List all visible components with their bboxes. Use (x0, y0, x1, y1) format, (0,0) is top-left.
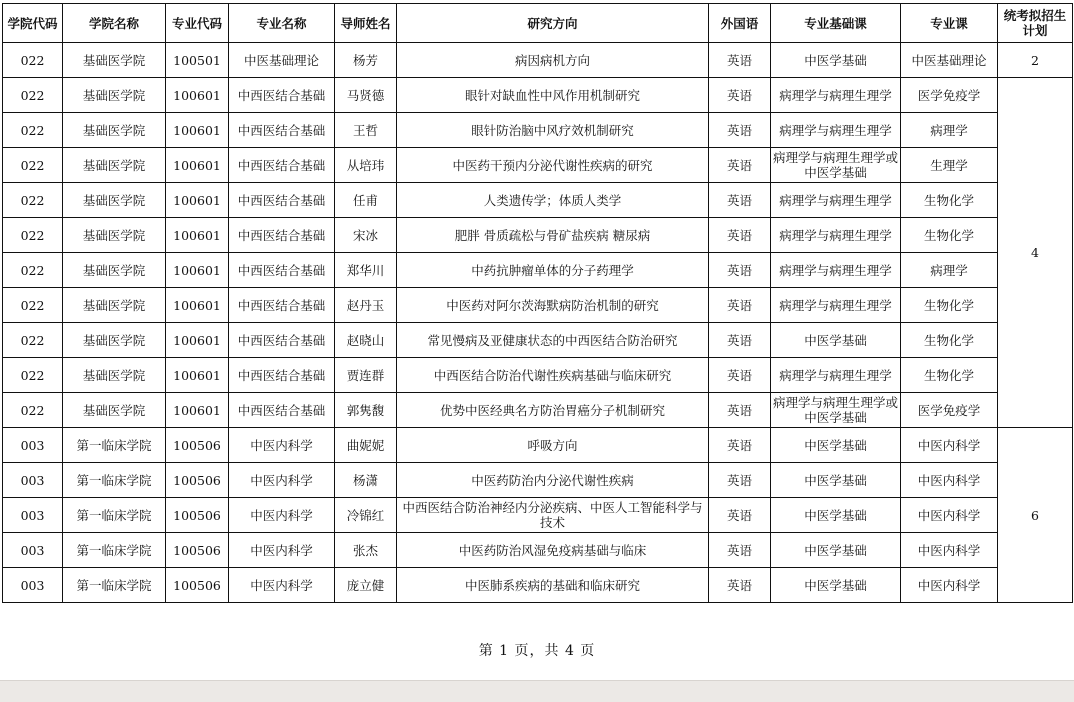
table-row (3, 498, 1073, 533)
cell-major-code: 100601 (166, 358, 229, 393)
cell-advisor: 郭隽馥 (335, 393, 397, 428)
cell-basic-course: 中医学基础 (771, 43, 901, 78)
cell-major-code: 100506 (166, 428, 229, 463)
cell-advisor: 郑华川 (335, 253, 397, 288)
page-indicator: 第 1 页，共 4 页 (478, 643, 596, 659)
table-row (3, 358, 1073, 393)
cell-basic-course: 中医学基础 (771, 568, 901, 603)
cell-major-name: 中西医结合基础 (229, 113, 335, 148)
cell-basic-course: 中医学基础 (771, 533, 901, 568)
cell-advisor: 宋冰 (335, 218, 397, 253)
cell-research-direction: 病因病机方向 (397, 43, 709, 78)
cell-research-direction: 中医药防治内分泌代谢性疾病 (397, 463, 709, 498)
cell-major-course: 生物化学 (901, 218, 998, 253)
cell-research-direction: 中西医结合防治神经内分泌疾病、中医人工智能科学与技术 (397, 498, 709, 533)
cell-research-direction: 人类遗传学；体质人类学 (397, 183, 709, 218)
cell-major-name: 中西医结合基础 (229, 288, 335, 323)
cell-major-code: 100601 (166, 323, 229, 358)
cell-college-name: 基础医学院 (63, 323, 166, 358)
cell-basic-course: 病理学与病理生理学 (771, 183, 901, 218)
cell-foreign-language: 英语 (709, 358, 771, 393)
cell-basic-course: 中医学基础 (771, 323, 901, 358)
cell-major-course: 医学免疫学 (901, 393, 998, 428)
cell-major-name: 中医内科学 (229, 463, 335, 498)
table-row (3, 428, 1073, 463)
table-row (3, 533, 1073, 568)
table-row (3, 78, 1073, 113)
cell-foreign-language: 英语 (709, 253, 771, 288)
cell-major-course: 医学免疫学 (901, 78, 998, 113)
header-major-name: 专业名称 (229, 4, 335, 43)
cell-basic-course: 中医学基础 (771, 428, 901, 463)
cell-research-direction: 中西医结合防治代谢性疾病基础与临床研究 (397, 358, 709, 393)
cell-basic-course: 病理学与病理生理学 (771, 253, 901, 288)
cell-major-code: 100506 (166, 568, 229, 603)
table-row (3, 568, 1073, 603)
cell-college-code: 022 (3, 43, 63, 78)
cell-college-code: 022 (3, 393, 63, 428)
cell-major-course: 生物化学 (901, 183, 998, 218)
cell-college-name: 基础医学院 (63, 253, 166, 288)
cell-enrollment-plan: 6 (998, 428, 1073, 603)
cell-advisor: 赵丹玉 (335, 288, 397, 323)
cell-major-code: 100601 (166, 148, 229, 183)
cell-enrollment-plan: 2 (998, 43, 1073, 78)
cell-research-direction: 肥胖 骨质疏松与骨矿盐疾病 糖尿病 (397, 218, 709, 253)
cell-research-direction: 中医药对阿尔茨海默病防治机制的研究 (397, 288, 709, 323)
cell-foreign-language: 英语 (709, 463, 771, 498)
table-row (3, 288, 1073, 323)
table-row (3, 253, 1073, 288)
cell-major-course: 病理学 (901, 113, 998, 148)
cell-major-course: 中医内科学 (901, 463, 998, 498)
cell-major-course: 生物化学 (901, 358, 998, 393)
cell-major-course: 中医内科学 (901, 568, 998, 603)
cell-college-name: 第一临床学院 (63, 498, 166, 533)
cell-basic-course: 中医学基础 (771, 463, 901, 498)
cell-foreign-language: 英语 (709, 393, 771, 428)
cell-research-direction: 中医肺系疾病的基础和临床研究 (397, 568, 709, 603)
cell-major-code: 100506 (166, 533, 229, 568)
header-college-code: 学院代码 (3, 4, 63, 43)
cell-advisor: 杨芳 (335, 43, 397, 78)
cell-major-code: 100506 (166, 463, 229, 498)
cell-major-code: 100601 (166, 393, 229, 428)
cell-research-direction: 中医药防治风湿免疫病基础与临床 (397, 533, 709, 568)
cell-college-name: 基础医学院 (63, 393, 166, 428)
cell-advisor: 张杰 (335, 533, 397, 568)
cell-research-direction: 优势中医经典名方防治胃癌分子机制研究 (397, 393, 709, 428)
cell-advisor: 从培玮 (335, 148, 397, 183)
cell-major-name: 中医内科学 (229, 568, 335, 603)
header-foreign-language: 外国语 (709, 4, 771, 43)
admissions-table-wrap (2, 3, 1073, 603)
cell-major-code: 100601 (166, 288, 229, 323)
cell-college-name: 基础医学院 (63, 148, 166, 183)
cell-enrollment-plan: 4 (998, 78, 1073, 428)
cell-major-code: 100601 (166, 78, 229, 113)
header-advisor: 导师姓名 (335, 4, 397, 43)
cell-major-name: 中西医结合基础 (229, 393, 335, 428)
cell-major-code: 100601 (166, 183, 229, 218)
table-row (3, 323, 1073, 358)
cell-major-name: 中西医结合基础 (229, 78, 335, 113)
cell-foreign-language: 英语 (709, 533, 771, 568)
cell-college-name: 基础医学院 (63, 358, 166, 393)
cell-research-direction: 眼针防治脑中风疗效机制研究 (397, 113, 709, 148)
cell-advisor: 任甫 (335, 183, 397, 218)
cell-college-name: 基础医学院 (63, 218, 166, 253)
cell-major-name: 中医基础理论 (229, 43, 335, 78)
cell-major-name: 中医内科学 (229, 498, 335, 533)
cell-college-code: 022 (3, 218, 63, 253)
cell-foreign-language: 英语 (709, 498, 771, 533)
cell-college-name: 第一临床学院 (63, 533, 166, 568)
cell-college-code: 022 (3, 288, 63, 323)
cell-advisor: 王哲 (335, 113, 397, 148)
cell-college-name: 基础医学院 (63, 288, 166, 323)
cell-basic-course: 病理学与病理生理学或中医学基础 (771, 148, 901, 183)
cell-major-name: 中医内科学 (229, 428, 335, 463)
cell-advisor: 赵晓山 (335, 323, 397, 358)
table-row (3, 43, 1073, 78)
cell-major-code: 100601 (166, 253, 229, 288)
cell-college-code: 022 (3, 148, 63, 183)
cell-advisor: 曲妮妮 (335, 428, 397, 463)
cell-college-name: 基础医学院 (63, 183, 166, 218)
cell-college-name: 基础医学院 (63, 78, 166, 113)
cell-college-name: 第一临床学院 (63, 428, 166, 463)
table-row (3, 218, 1073, 253)
cell-foreign-language: 英语 (709, 183, 771, 218)
viewer-bottom-bar (0, 680, 1074, 702)
cell-major-course: 生物化学 (901, 288, 998, 323)
cell-research-direction: 中医药干预内分泌代谢性疾病的研究 (397, 148, 709, 183)
cell-college-code: 003 (3, 568, 63, 603)
table-row (3, 183, 1073, 218)
cell-major-course: 生理学 (901, 148, 998, 183)
table-header-row (3, 4, 1073, 43)
cell-basic-course: 病理学与病理生理学 (771, 113, 901, 148)
cell-college-name: 基础医学院 (63, 113, 166, 148)
cell-college-name: 基础医学院 (63, 43, 166, 78)
table-row (3, 113, 1073, 148)
cell-major-course: 中医内科学 (901, 533, 998, 568)
header-basic-course: 专业基础课 (771, 4, 901, 43)
cell-major-name: 中西医结合基础 (229, 148, 335, 183)
cell-college-name: 第一临床学院 (63, 463, 166, 498)
table-row (3, 393, 1073, 428)
cell-advisor: 杨潇 (335, 463, 397, 498)
cell-basic-course: 病理学与病理生理学 (771, 218, 901, 253)
header-major-course: 专业课 (901, 4, 998, 43)
cell-basic-course: 病理学与病理生理学或中医学基础 (771, 393, 901, 428)
cell-advisor: 贾连群 (335, 358, 397, 393)
cell-major-code: 100506 (166, 498, 229, 533)
cell-college-code: 003 (3, 533, 63, 568)
cell-foreign-language: 英语 (709, 323, 771, 358)
cell-foreign-language: 英语 (709, 113, 771, 148)
cell-foreign-language: 英语 (709, 568, 771, 603)
cell-major-name: 中西医结合基础 (229, 253, 335, 288)
admissions-table (2, 3, 1073, 603)
cell-foreign-language: 英语 (709, 148, 771, 183)
cell-college-code: 003 (3, 463, 63, 498)
cell-major-code: 100601 (166, 113, 229, 148)
cell-college-name: 第一临床学院 (63, 568, 166, 603)
cell-major-course: 中医内科学 (901, 428, 998, 463)
cell-basic-course: 中医学基础 (771, 498, 901, 533)
cell-major-name: 中西医结合基础 (229, 358, 335, 393)
cell-major-name: 中西医结合基础 (229, 183, 335, 218)
cell-research-direction: 常见慢病及亚健康状态的中西医结合防治研究 (397, 323, 709, 358)
cell-college-code: 022 (3, 183, 63, 218)
cell-research-direction: 中药抗肿瘤单体的分子药理学 (397, 253, 709, 288)
cell-major-course: 中医内科学 (901, 498, 998, 533)
table-body (3, 43, 1073, 603)
cell-research-direction: 眼针对缺血性中风作用机制研究 (397, 78, 709, 113)
header-major-code: 专业代码 (166, 4, 229, 43)
cell-college-code: 022 (3, 253, 63, 288)
cell-advisor: 庞立健 (335, 568, 397, 603)
cell-college-code: 003 (3, 428, 63, 463)
cell-major-name: 中医内科学 (229, 533, 335, 568)
cell-foreign-language: 英语 (709, 428, 771, 463)
cell-college-code: 022 (3, 358, 63, 393)
cell-research-direction: 呼吸方向 (397, 428, 709, 463)
cell-major-course: 生物化学 (901, 323, 998, 358)
header-college-name: 学院名称 (63, 4, 166, 43)
cell-basic-course: 病理学与病理生理学 (771, 358, 901, 393)
cell-major-code: 100601 (166, 218, 229, 253)
table-row (3, 463, 1073, 498)
header-research-direction: 研究方向 (397, 4, 709, 43)
table-row (3, 148, 1073, 183)
header-enrollment-plan: 统考拟招生计划 (998, 4, 1073, 43)
cell-foreign-language: 英语 (709, 288, 771, 323)
cell-major-name: 中西医结合基础 (229, 218, 335, 253)
cell-major-course: 病理学 (901, 253, 998, 288)
cell-college-code: 022 (3, 323, 63, 358)
cell-basic-course: 病理学与病理生理学 (771, 288, 901, 323)
cell-major-course: 中医基础理论 (901, 43, 998, 78)
cell-college-code: 003 (3, 498, 63, 533)
cell-foreign-language: 英语 (709, 43, 771, 78)
cell-major-code: 100501 (166, 43, 229, 78)
cell-advisor: 冷锦红 (335, 498, 397, 533)
cell-foreign-language: 英语 (709, 218, 771, 253)
cell-major-name: 中西医结合基础 (229, 323, 335, 358)
cell-college-code: 022 (3, 113, 63, 148)
cell-advisor: 马贤德 (335, 78, 397, 113)
cell-basic-course: 病理学与病理生理学 (771, 78, 901, 113)
cell-foreign-language: 英语 (709, 78, 771, 113)
cell-college-code: 022 (3, 78, 63, 113)
